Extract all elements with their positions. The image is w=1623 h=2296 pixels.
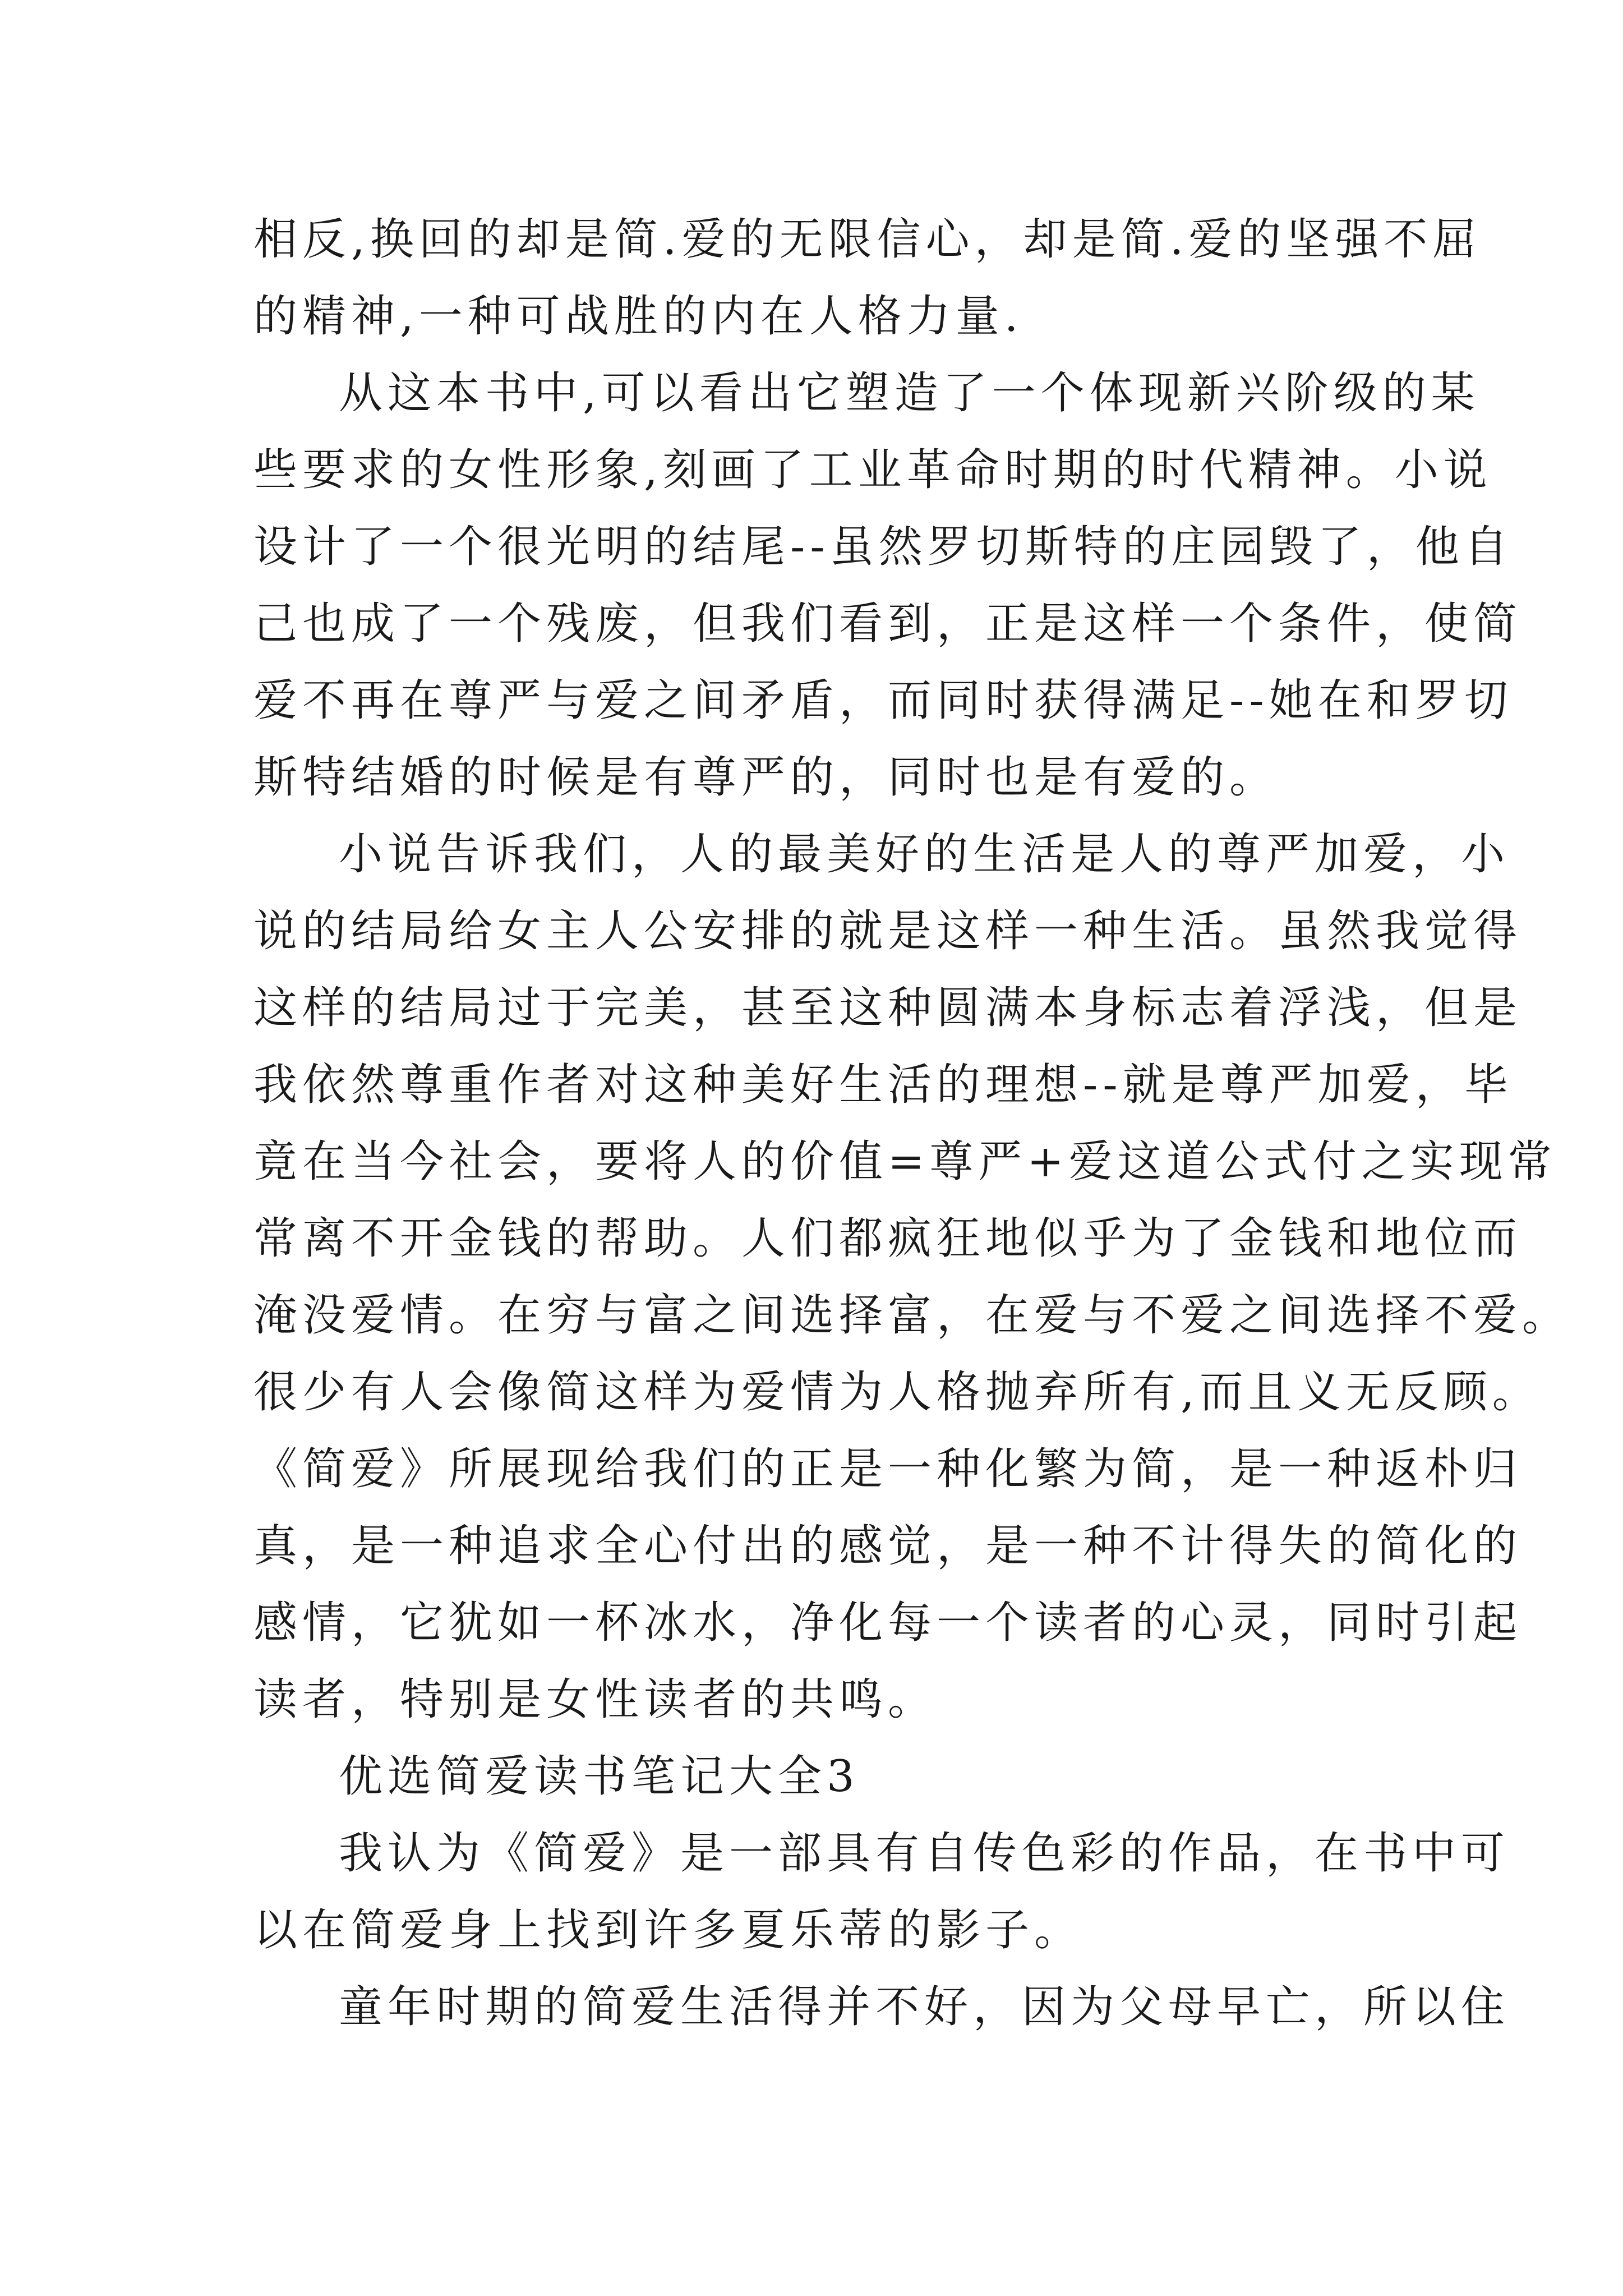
text-line: 的精神,一种可战胜的内在人格力量. xyxy=(253,291,1023,342)
text-line: 斯特结婚的时候是有尊严的，同时也是有爱的。 xyxy=(253,752,1279,803)
text-line: 《简爱》所展现给我们的正是一种化繁为简，是一种返朴归 xyxy=(253,1444,1523,1494)
text-line: 淹没爱情。在穷与富之间选择富，在爱与不爱之间选择不爱。 xyxy=(253,1290,1571,1341)
text-line: 读者，特别是女性读者的共鸣。 xyxy=(253,1674,937,1725)
text-line: 爱不再在尊严与爱之间矛盾，而同时获得满足--她在和罗切 xyxy=(253,675,1513,726)
text-line: 说的结局给女主人公安排的就是这样一种生活。虽然我觉得 xyxy=(253,906,1523,956)
text-line: 己也成了一个残废，但我们看到，正是这样一个条件，使简 xyxy=(253,599,1523,649)
text-line: 常离不开金钱的帮助。人们都疯狂地似乎为了金钱和地位而 xyxy=(253,1213,1523,1264)
text-line: 些要求的女性形象,刻画了工业革命时期的时代精神。小说 xyxy=(253,445,1492,495)
text-line: 相反,换回的却是简.爱的无限信心，却是简.爱的坚强不屈 xyxy=(253,214,1482,265)
text-line: 从这本书中,可以看出它塑造了一个体现新兴阶级的某 xyxy=(339,368,1480,418)
text-line: 感情，它犹如一杯冰水，净化每一个读者的心灵，同时引起 xyxy=(253,1598,1523,1648)
section-heading: 优选简爱读书笔记大全3 xyxy=(339,1751,860,1802)
text-line: 设计了一个很光明的结尾--虽然罗切斯特的庄园毁了，他自 xyxy=(253,522,1513,572)
text-line: 我认为《简爱》是一部具有自传色彩的作品，在书中可 xyxy=(339,1828,1510,1879)
text-line: 竟在当今社会，要将人的价值=尊严+爱这道公式付之实现常 xyxy=(253,1137,1557,1187)
text-line: 我依然尊重作者对这种美好生活的理想--就是尊严加爱，毕 xyxy=(253,1060,1513,1110)
text-line: 这样的结局过于完美，甚至这种圆满本身标志着浮浅，但是 xyxy=(253,983,1523,1033)
text-line: 童年时期的简爱生活得并不好，因为父母早亡，所以住 xyxy=(339,1982,1510,2032)
text-line: 以在简爱身上找到许多夏乐蒂的影子。 xyxy=(253,1905,1083,1955)
text-line: 真，是一种追求全心付出的感觉，是一种不计得失的简化的 xyxy=(253,1521,1523,1571)
text-line: 小说告诉我们，人的最美好的生活是人的尊严加爱，小 xyxy=(339,829,1510,880)
text-line: 很少有人会像简这样为爱情为人格抛弃所有,而且义无反顾。 xyxy=(253,1367,1541,1418)
